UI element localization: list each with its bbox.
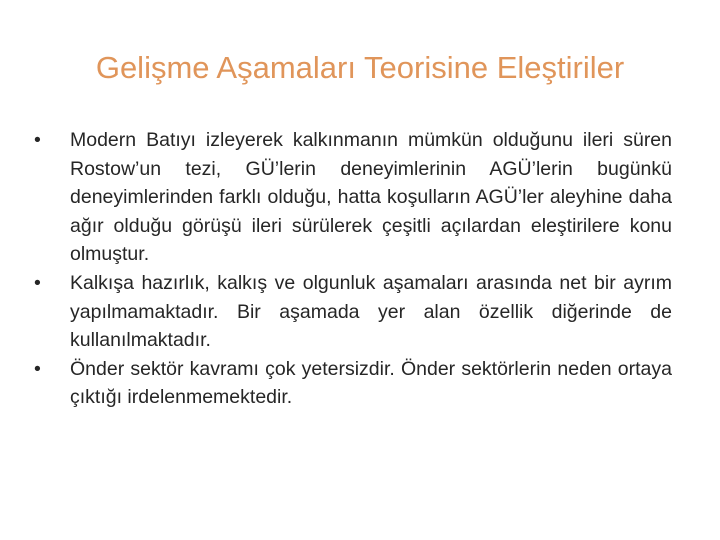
bullet-marker: •: [34, 357, 41, 380]
bullet-item: [34, 126, 672, 269]
bullet-text: Modern Batıyı izleyerek kalkınmanın mümkün olduğunu ileri süren Rostow’un tezi, GÜ’lerin deneyimlerinin AGÜ’lerin bugünkü deneyimlerinden farklı olduğu, hatta koşulların AGÜ’ler aleyhine daha ağır olduğu görüşü ileri sürülerek çeşitli açılardan eleştirilere konu olmuştur.: [70, 129, 672, 266]
bullet-text: Önder sektör kavramı çok yetersizdir. Önder sektörlerin neden ortaya çıktığı irdelenmemektedir.: [70, 357, 672, 409]
slide-title: Gelişme Aşamaları Teorisine Eleştiriler: [95, 50, 625, 85]
bullet-marker: •: [34, 129, 41, 151]
bullet-item: [34, 269, 672, 355]
bullet-text: Kalkışa hazırlık, kalkış ve olgunluk aşamaları arasında net bir ayrım yapılmamaktadır. Bir aşamada yer alan özellik diğerinde de kullanılmaktadır.: [70, 271, 672, 352]
bullet-marker: •: [34, 271, 41, 294]
bullet-item: [34, 355, 672, 412]
bullet-list: [34, 126, 672, 412]
